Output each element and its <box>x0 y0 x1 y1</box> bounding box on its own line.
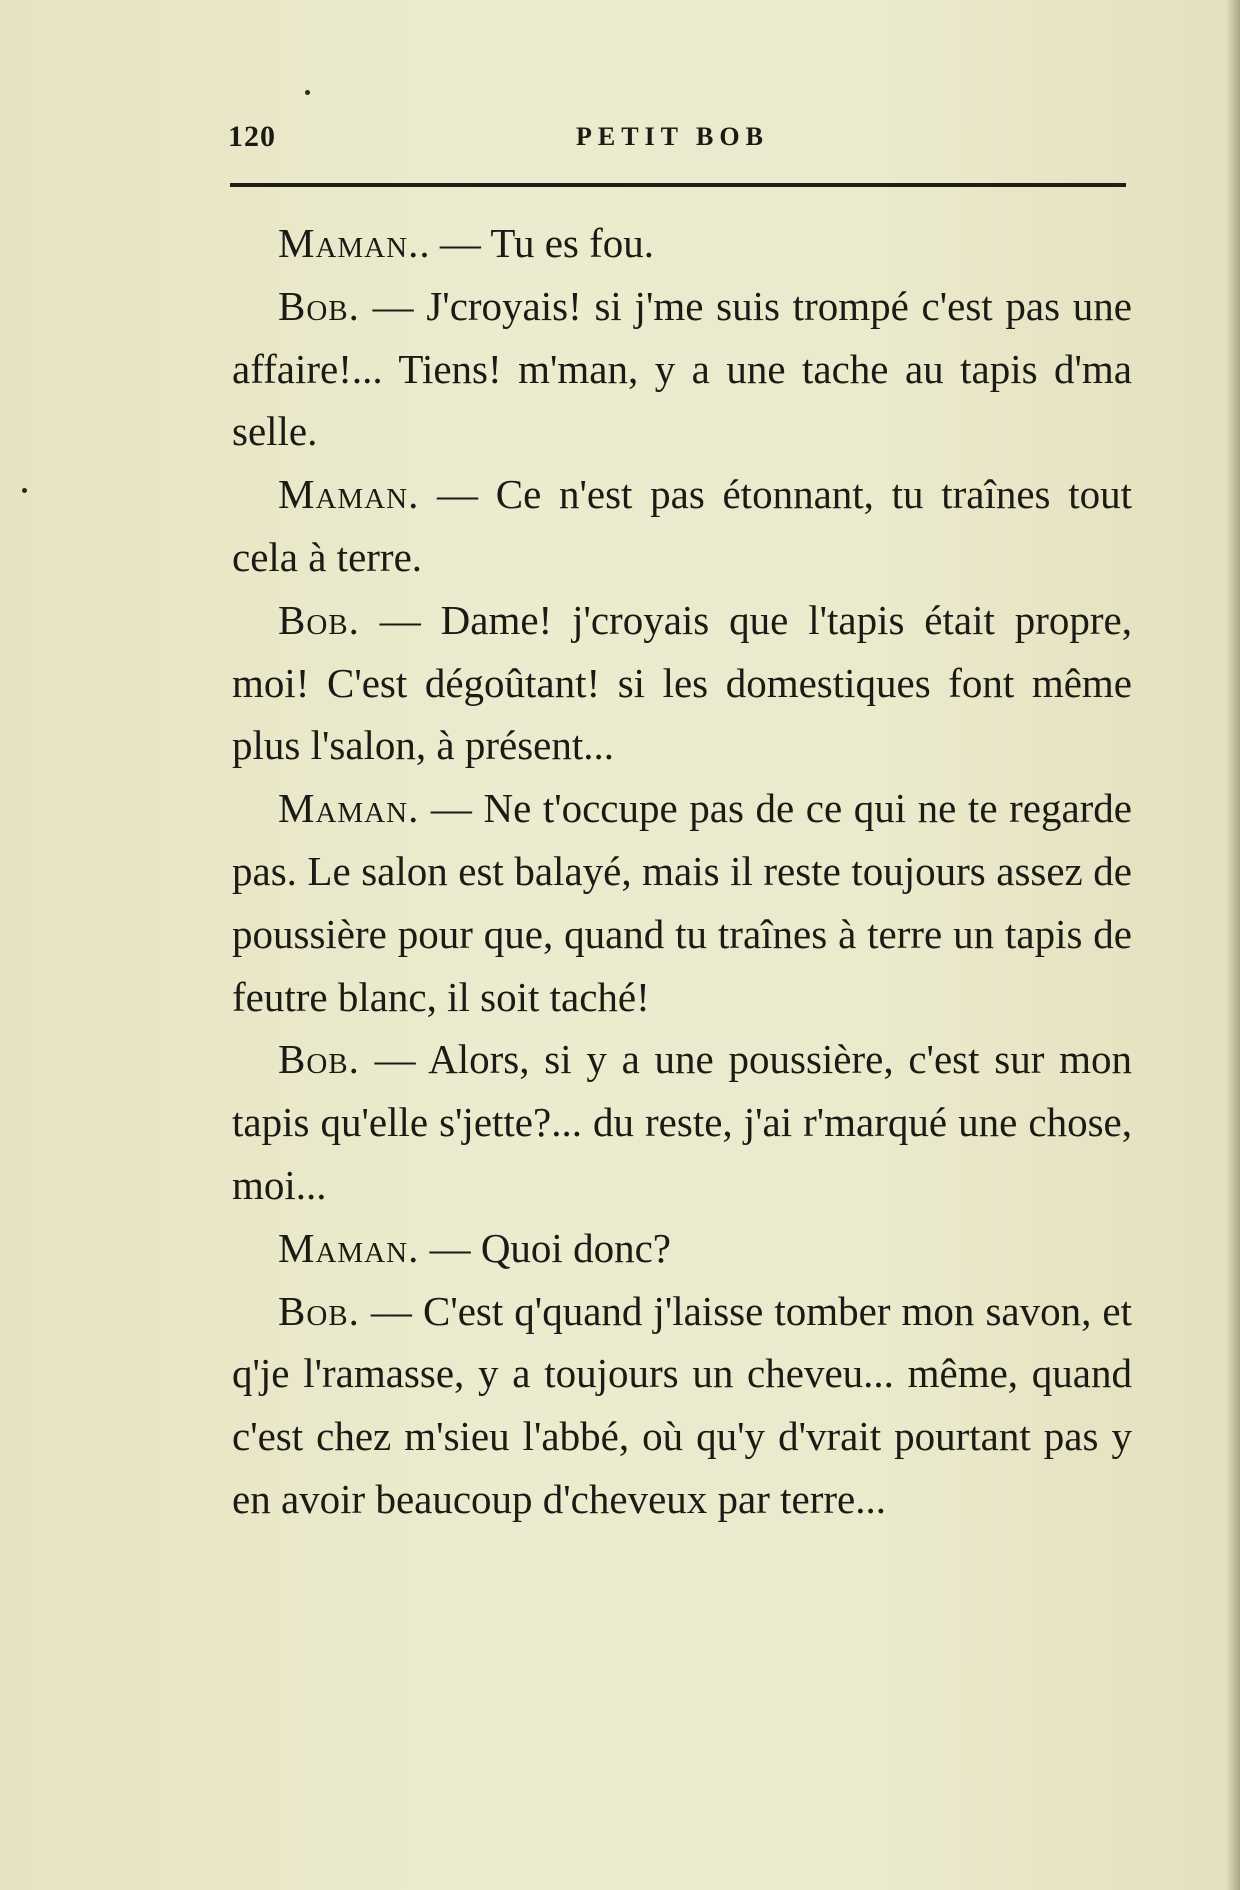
speaker-name: Maman. <box>278 1224 420 1271</box>
speaker-name: Bob. <box>278 1287 360 1334</box>
page-header <box>228 120 1126 160</box>
dialogue-paragraph <box>232 275 1132 463</box>
speaker-name: Maman. <box>278 471 420 518</box>
dialogue-line: — Dame! j'croyais que l'tapis était propre, moi! C'est dégoûtant! si les domestiques font même plus l'salon, à présent... <box>232 596 1132 769</box>
dialogue-line: — J'croyais! si j'me suis trompé c'est pas une affaire!... Tiens! m'man, y a une tache au tapis d'ma selle. <box>232 282 1132 455</box>
running-title: PETIT BOB <box>576 122 769 151</box>
dialogue-line: — Quoi donc? <box>419 1224 671 1271</box>
speaker-name: Maman. <box>278 220 420 266</box>
page-edge-shadow <box>1226 0 1240 1890</box>
dialogue-paragraph <box>232 212 1132 275</box>
dialogue-paragraph <box>232 1028 1132 1216</box>
header-rule <box>230 183 1126 187</box>
dialogue-paragraph <box>232 589 1132 777</box>
speaker-name: Bob. <box>278 596 360 643</box>
print-speck <box>305 90 310 95</box>
speaker-name: Bob. <box>278 282 360 329</box>
dialogue-line: — Alors, si y a une poussière, c'est sur mon tapis qu'elle s'jette?... du reste, j'ai r'marqué une chose, moi... <box>232 1036 1132 1208</box>
page-number: 120 <box>228 120 276 153</box>
speaker-name: Maman. <box>278 785 420 832</box>
dialogue-line: — Ne t'occupe pas de ce qui ne te regarde pas. Le salon est balayé, mais il reste toujours assez de poussière pour que, quand tu traînes à terre un tapis de feutre blanc, il soit taché! <box>232 785 1132 1020</box>
dialogue-line: — C'est q'quand j'laisse tomber mon savon, et q'je l'ramasse, y a toujours un cheveu... même, quand c'est chez m'sieu l'abbé, où qu'y d'vrait pourtant pas y en avoir beaucoup d'cheveux par terre... <box>232 1287 1132 1522</box>
print-speck <box>22 488 27 493</box>
speaker-name: Bob. <box>278 1036 360 1083</box>
dialogue-paragraph <box>232 1217 1132 1280</box>
dialogue-line: — Ce n'est pas étonnant, tu traînes tout cela à terre. <box>232 471 1132 580</box>
body-text <box>232 212 1132 1531</box>
dialogue-paragraph <box>232 777 1132 1028</box>
dialogue-paragraph <box>232 1280 1132 1531</box>
dialogue-paragraph <box>232 463 1132 589</box>
dialogue-line: . — Tu es fou. <box>419 220 654 266</box>
